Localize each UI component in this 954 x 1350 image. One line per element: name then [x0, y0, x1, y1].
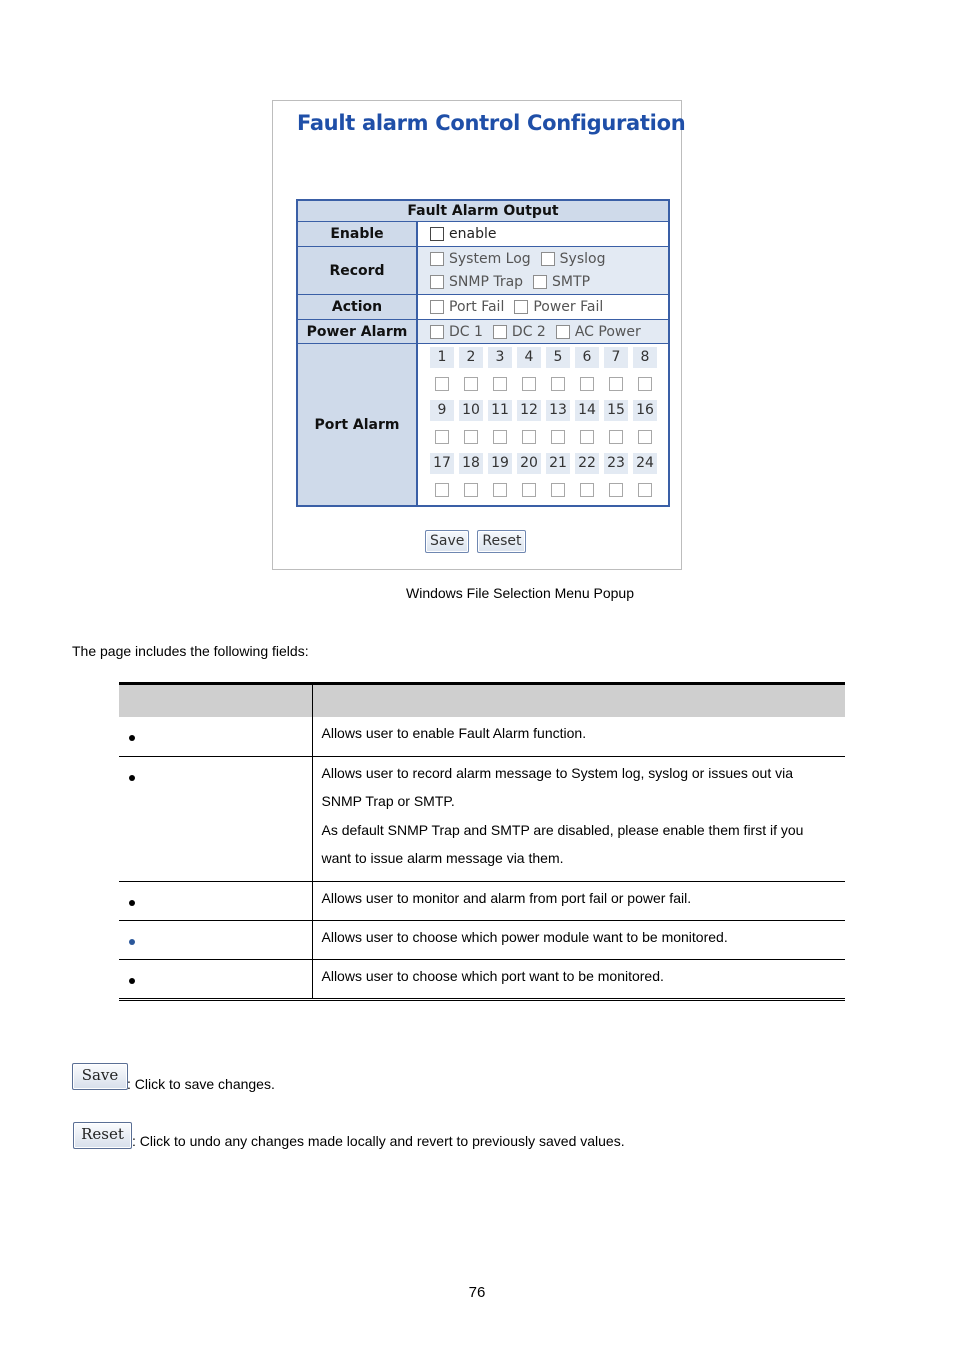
bullet-icon [129, 900, 135, 906]
port-number: 12 [517, 400, 541, 421]
port-number: 9 [430, 400, 454, 421]
port-checkbox[interactable] [435, 483, 449, 497]
snmp-trap-checkbox[interactable] [430, 275, 444, 289]
row-description: Allows user to enable Fault Alarm function. [321, 725, 587, 741]
port-number: 10 [459, 400, 483, 421]
snmp-trap-label: SNMP Trap [449, 273, 524, 290]
port-checkbox-row [430, 475, 668, 505]
power-fail-checkbox[interactable] [514, 300, 528, 314]
port-checkbox-row [430, 422, 668, 452]
port-checkbox[interactable] [609, 483, 623, 497]
enable-checkbox[interactable] [430, 227, 444, 241]
fault-alarm-header: Fault Alarm Output [298, 201, 668, 222]
port-checkbox[interactable] [493, 483, 507, 497]
row-description: want to issue alarm message via them. [321, 850, 564, 866]
intro-text: The page includes the following fields: [72, 643, 309, 659]
system-log-checkbox[interactable] [430, 252, 444, 266]
port-number: 15 [604, 400, 628, 421]
record-row [298, 247, 668, 295]
port-alarm-row [298, 344, 668, 505]
port-number: 13 [546, 400, 570, 421]
dc1-checkbox[interactable] [430, 325, 444, 339]
port-checkbox[interactable] [493, 430, 507, 444]
table-row [119, 881, 845, 920]
port-checkbox[interactable] [580, 483, 594, 497]
system-log-label: System Log [449, 250, 531, 267]
port-checkbox[interactable] [551, 377, 565, 391]
port-checkbox[interactable] [638, 430, 652, 444]
ac-power-label: AC Power [574, 323, 641, 340]
port-checkbox[interactable] [435, 430, 449, 444]
port-checkbox[interactable] [551, 430, 565, 444]
port-number: 5 [546, 347, 570, 368]
config-title: Fault alarm Control Configuration [297, 111, 686, 135]
port-checkbox[interactable] [522, 430, 536, 444]
page-number: 76 [468, 1284, 486, 1301]
port-number: 2 [459, 347, 483, 368]
port-fail-label: Port Fail [449, 298, 505, 315]
port-checkbox[interactable] [638, 483, 652, 497]
row-description: As default SNMP Trap and SMTP are disabled, please enable them first if you [321, 821, 804, 838]
port-checkbox[interactable] [464, 430, 478, 444]
port-number: 8 [633, 347, 657, 368]
port-checkbox[interactable] [464, 483, 478, 497]
save-button-image: Save [72, 1063, 128, 1090]
port-number: 1 [430, 347, 454, 368]
enable-row [298, 222, 668, 247]
port-checkbox[interactable] [435, 377, 449, 391]
row-description: Allows user to monitor and alarm from port fail or power fail. [321, 889, 692, 906]
action-label: Action [298, 295, 418, 319]
port-number: 23 [604, 453, 628, 474]
port-number: 4 [517, 347, 541, 368]
port-fail-checkbox[interactable] [430, 300, 444, 314]
row-description: Allows user to record alarm message to System log, syslog or issues out via [321, 764, 794, 781]
action-row [298, 295, 668, 320]
power-alarm-row [298, 320, 668, 344]
record-label: Record [298, 247, 418, 294]
dc2-label: DC 2 [511, 323, 546, 340]
bullet-icon [129, 735, 135, 741]
enable-label: Enable [298, 222, 418, 246]
port-checkbox[interactable] [551, 483, 565, 497]
port-number-row [430, 399, 668, 422]
port-number: 14 [575, 400, 599, 421]
save-button[interactable]: Save [425, 530, 469, 553]
port-checkbox[interactable] [580, 377, 594, 391]
port-checkbox[interactable] [522, 483, 536, 497]
syslog-checkbox[interactable] [541, 252, 555, 266]
port-number-row [430, 452, 668, 475]
row-description: Allows user to choose which power module want to be monitored. [321, 928, 728, 945]
port-number: 7 [604, 347, 628, 368]
port-checkbox[interactable] [609, 377, 623, 391]
port-checkbox[interactable] [609, 430, 623, 444]
object-header [119, 684, 312, 718]
port-number: 24 [633, 453, 657, 474]
row-description: Allows user to choose which port want to be monitored. [321, 967, 664, 984]
dc1-label: DC 1 [449, 323, 483, 340]
fields-table-header [119, 684, 845, 718]
port-checkbox[interactable] [580, 430, 594, 444]
save-help-text: : Click to save changes. [127, 1076, 275, 1092]
port-number: 16 [633, 400, 657, 421]
port-number: 21 [546, 453, 570, 474]
port-number: 17 [430, 453, 454, 474]
port-number: 22 [575, 453, 599, 474]
port-number-row [430, 346, 668, 369]
syslog-label: Syslog [559, 250, 606, 267]
port-checkbox-row [430, 369, 668, 399]
config-screenshot [272, 100, 686, 570]
port-checkbox[interactable] [522, 377, 536, 391]
table-row [119, 959, 845, 999]
dc2-checkbox[interactable] [493, 325, 507, 339]
power-fail-label: Power Fail [533, 298, 604, 315]
table-row [119, 756, 845, 881]
table-row [119, 717, 845, 756]
description-header [312, 684, 845, 718]
reset-button[interactable]: Reset [477, 530, 526, 553]
port-number: 18 [459, 453, 483, 474]
port-number: 6 [575, 347, 599, 368]
fields-table [119, 682, 845, 1001]
bullet-icon [129, 939, 135, 945]
figure-caption: Windows File Selection Menu Popup [406, 585, 635, 601]
ac-power-checkbox[interactable] [556, 325, 570, 339]
table-row [119, 920, 845, 959]
reset-help-text: : Click to undo any changes made locally and revert to previously saved values. [132, 1133, 625, 1149]
port-number: 20 [517, 453, 541, 474]
row-description: SNMP Trap or SMTP. [321, 793, 455, 809]
port-checkbox[interactable] [493, 377, 507, 391]
fault-alarm-table [296, 199, 670, 507]
port-alarm-label: Port Alarm [298, 344, 418, 505]
smtp-checkbox[interactable] [533, 275, 547, 289]
port-number: 11 [488, 400, 512, 421]
port-number: 19 [488, 453, 512, 474]
power-alarm-label: Power Alarm [298, 320, 418, 343]
reset-button-image: Reset [73, 1122, 132, 1149]
port-alarm-grid [418, 344, 668, 505]
port-number: 3 [488, 347, 512, 368]
enable-option-label: enable [449, 225, 497, 242]
port-checkbox[interactable] [464, 377, 478, 391]
bullet-icon [129, 978, 135, 984]
bullet-icon [129, 775, 135, 781]
port-checkbox[interactable] [638, 377, 652, 391]
smtp-label: SMTP [552, 273, 591, 290]
